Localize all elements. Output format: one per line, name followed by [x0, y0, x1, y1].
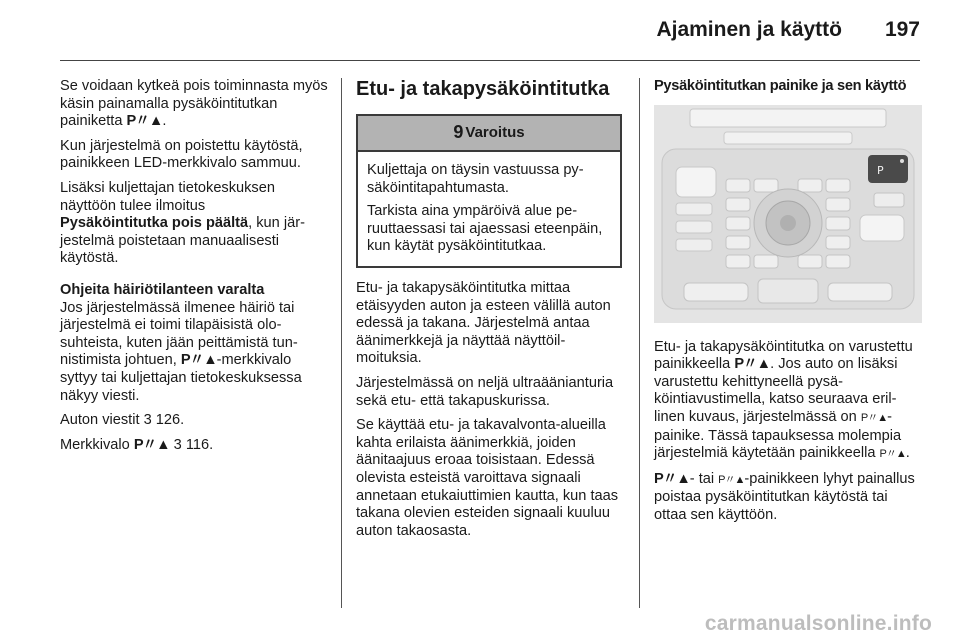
display-message: Pysäköintitutka pois päältä — [60, 215, 249, 232]
paragraph: Lisäksi kuljettajan tietokeskuksen näyttöön tulee ilmoitus Pysäköintitutka pois päältä, kun järjestelmä poistetaan manuaalisesti käytöstä. — [60, 179, 305, 267]
paragraph: Kuljettaja on täysin vastuussa pysäköintitapahtumasta. — [367, 162, 584, 196]
paragraph: Se käyttää etu- ja takavalvonta-alueilla kahta erilaista äänimerkkiä, joiden äänitaajuus eroaa toisistaan. Edessä olevista esteistä varoittava signaali annetaan etukaiuttimien kautta, kun taas takana olevien esteiden signaali kuuluu auton takaosasta. — [356, 417, 619, 539]
page-number: 197 — [884, 18, 920, 41]
page-header — [0, 0, 960, 62]
column-divider-2 — [639, 78, 640, 608]
paragraph: Etu- ja takapysäköintitutka on varustettu painikkeella P〃▲. Jos auto on lisäksi varustettu kehittyneellä pysäköintiavustimella, katso seuraava erillinen kuvaus, järjestelmässä on P〃▲-painike. Tässä tapauksessa molempia järjestelmiä käytetään painikkeella P〃▲. — [654, 338, 913, 462]
page-reference[interactable]: 116. — [185, 436, 214, 453]
console-drawing — [654, 105, 922, 323]
column-left — [60, 78, 328, 461]
header-divider — [60, 60, 920, 61]
watermark: carmanualsonline.info — [704, 612, 932, 635]
park-assist-button-icon: P — [877, 163, 884, 177]
park-assist-icon: P〃▲ — [654, 470, 690, 487]
reference-arrow-icon: 3 — [143, 412, 152, 429]
warning-header — [358, 116, 620, 152]
paragraph: Etu- ja takapysäköintitutka mittaa etäisyyden auton ja esteen välillä auton edessä ja takana. Järjestelmä antaa äänimerkkejä ja näyttää näyttöilmoituksia. — [356, 279, 611, 367]
paragraph: Auton viestit 3 126. — [60, 412, 185, 429]
column-middle — [356, 78, 622, 547]
subheading: Ohjeita häiriötilanteen varalta — [60, 281, 265, 298]
warning-body — [358, 152, 620, 266]
section-title: Etu- ja takapysäköintitutka — [356, 78, 610, 100]
advanced-park-assist-icon: P〃▲ — [879, 448, 906, 461]
park-assist-icon: P〃▲ — [734, 356, 771, 373]
advanced-park-assist-icon: P〃▲ — [860, 411, 888, 424]
paragraph: Järjestelmässä on neljä ultraäänianturia sekä etu- että takapuskurissa. — [356, 374, 614, 409]
warning-icon: 9 — [453, 122, 464, 143]
center-console-illustration — [654, 105, 922, 323]
column-divider-1 — [341, 78, 342, 608]
page-reference[interactable]: 126. — [155, 412, 185, 429]
park-assist-icon: P〃▲ — [126, 113, 163, 130]
paragraph: Jos järjestelmässä ilmenee häiriö tai järjestelmä ei toimi tilapäisistä olosuhteista, kuten jään peittämistä tunnistimista johtuen, P〃▲-merkkivalo syttyy tai kuljettajan tietokeskuksessa näkyy viesti. — [60, 299, 302, 404]
paragraph: Tarkista aina ympäröivä alue peruuttaessasi tai ajaessasi eteenpäin, kun käytät pysäköintitutkaa. — [367, 203, 603, 255]
paragraph: Merkkivalo P〃▲ 3 116. — [60, 436, 214, 453]
column-right — [654, 78, 922, 532]
image-caption: Pysäköintitutkan painike ja sen käyttö — [654, 78, 907, 94]
advanced-park-assist-icon: P〃▲ — [718, 473, 745, 486]
warning-label: Varoitus — [465, 124, 525, 142]
warning-box — [356, 114, 622, 268]
park-assist-icon: P〃▲ — [180, 352, 217, 369]
reference-arrow-icon: 3 — [173, 436, 182, 453]
paragraph: Kun järjestelmä on poistettu käytöstä, painikkeen LED-merkkivalo sammuu. — [60, 137, 303, 172]
paragraph: P〃▲- tai P〃▲-painikkeen lyhyt painallus poistaa pysäköintitutkan käytöstä tai ottaa sen käyttöön. — [654, 470, 915, 523]
page-title: Ajaminen ja käyttö — [656, 18, 842, 41]
park-assist-icon: P〃▲ — [133, 436, 170, 453]
paragraph: Se voidaan kytkeä pois toiminnasta myös käsin painamalla pysäköintitutkan painiketta P〃▲. — [60, 78, 328, 130]
